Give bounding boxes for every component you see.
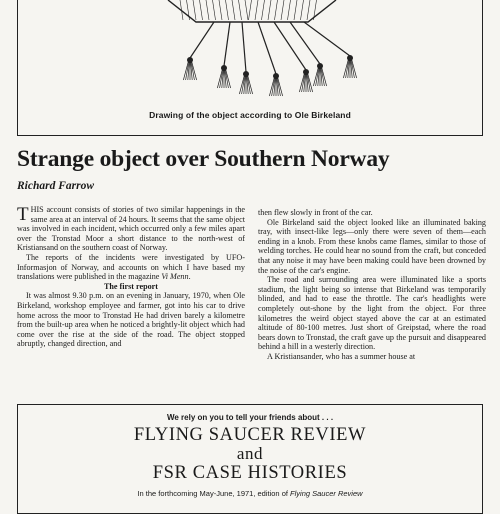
hatch-line [239, 0, 242, 20]
ad-title-fsr: FLYING SAUCER REVIEW [133, 425, 367, 445]
hatch-line [262, 0, 265, 20]
leg-line [224, 22, 230, 66]
ad-footnote: In the forthcoming May-June, 1971, edition of Flying Saucer Review [137, 489, 363, 498]
leg-line [290, 22, 320, 64]
leg-line [274, 22, 306, 70]
right-column [258, 208, 486, 362]
figure-caption: Drawing of the object according to Ole Birkeland [149, 110, 351, 120]
left-column [17, 205, 245, 349]
intro-paragraph: THIS account consists of stories of two similar happenings in the same area at an interval of 24 hours. It seems that the same object was involved in each incident, which occurred only a few miles apart over the Tronstad Moor a short distance to the north-west of Kristiansand on the southern coast of Norway. [17, 204, 245, 253]
hatch-line [268, 0, 271, 20]
hatch-line [200, 0, 203, 20]
paragraph: It was almost 9.30 p.m. on an evening in January, 1970, when Ole Birkeland, workshop employee and farmer, got into his car to drive home across the moor to Tronstad He had driven barely a kilometre from the built-up area when he noticed a brightly-lit object which had come over the rise at the side of the road. The object stopped abruptly, changed direction, and [17, 291, 245, 349]
paragraph: A Kristiansander, who has a summer house at [267, 351, 416, 361]
leg-line [190, 22, 214, 58]
hatch-line [219, 0, 222, 20]
paragraph: Ole Birkeland said the object looked like an illuminated baking tray, with insect-like legs—only there were seven of them—each ending in a knob. From these knobs came flames, similar to those of welding torches. He could hear no sound from the craft, but conceded that any noise it may have been making could have been drowned by the noise of the car's engine. [258, 217, 486, 275]
hatch-line [232, 0, 235, 20]
hatch-line [301, 0, 304, 20]
ufo-drawing [18, 0, 484, 110]
hatch-line [245, 0, 248, 20]
paragraph: The reports of the incidents were investigated by UFO-Informasjon of Norway, and accounts on which I have based my translations were published in the magazine Vi Menn. [17, 252, 245, 282]
hatch-line [288, 0, 291, 20]
article-author: Richard Farrow [17, 180, 95, 192]
section-subhead: The first report [103, 281, 158, 291]
article-title: Strange object over Southern Norway [17, 146, 390, 172]
hatch-line [281, 0, 284, 20]
paragraph: then flew slowly in front of the car. [258, 208, 373, 217]
hatch-line [226, 0, 229, 20]
hatch-line [294, 0, 297, 20]
hatch-line [213, 0, 216, 20]
hatch-line [206, 0, 209, 20]
ad-intro: We rely on you to tell your friends about . . . [166, 413, 334, 422]
figure-panel [17, 0, 483, 136]
leg-line [242, 22, 246, 72]
hatch-line [275, 0, 278, 20]
drop-cap: T [17, 204, 29, 225]
hatch-line [187, 0, 190, 20]
ad-and: and [236, 444, 264, 463]
magazine-name: Vi Menn [161, 272, 189, 282]
hatch-line [193, 0, 196, 20]
paragraph: The road and surrounding area were illuminated like a sports stadium, the light being so intense that Birkeland was temporarily blinded, and had to ease the throttle. The car's headlights were completely out-shone by the light from the object. For three kilometres the weird object stayed above the car at an estimated altitude of 80-100 metres. Just short of Greipstad, where the road bears down to Tronstad, the craft gave up the pursuit and disappeared behind a hill in a westerly direction. [258, 275, 486, 352]
hatch-line [307, 0, 310, 20]
ad-title-case-histories: FSR CASE HISTORIES [152, 463, 348, 483]
advertisement-box [17, 404, 483, 514]
hatch-line [255, 0, 258, 20]
hatch-line [249, 0, 252, 20]
leg-line [258, 22, 276, 74]
